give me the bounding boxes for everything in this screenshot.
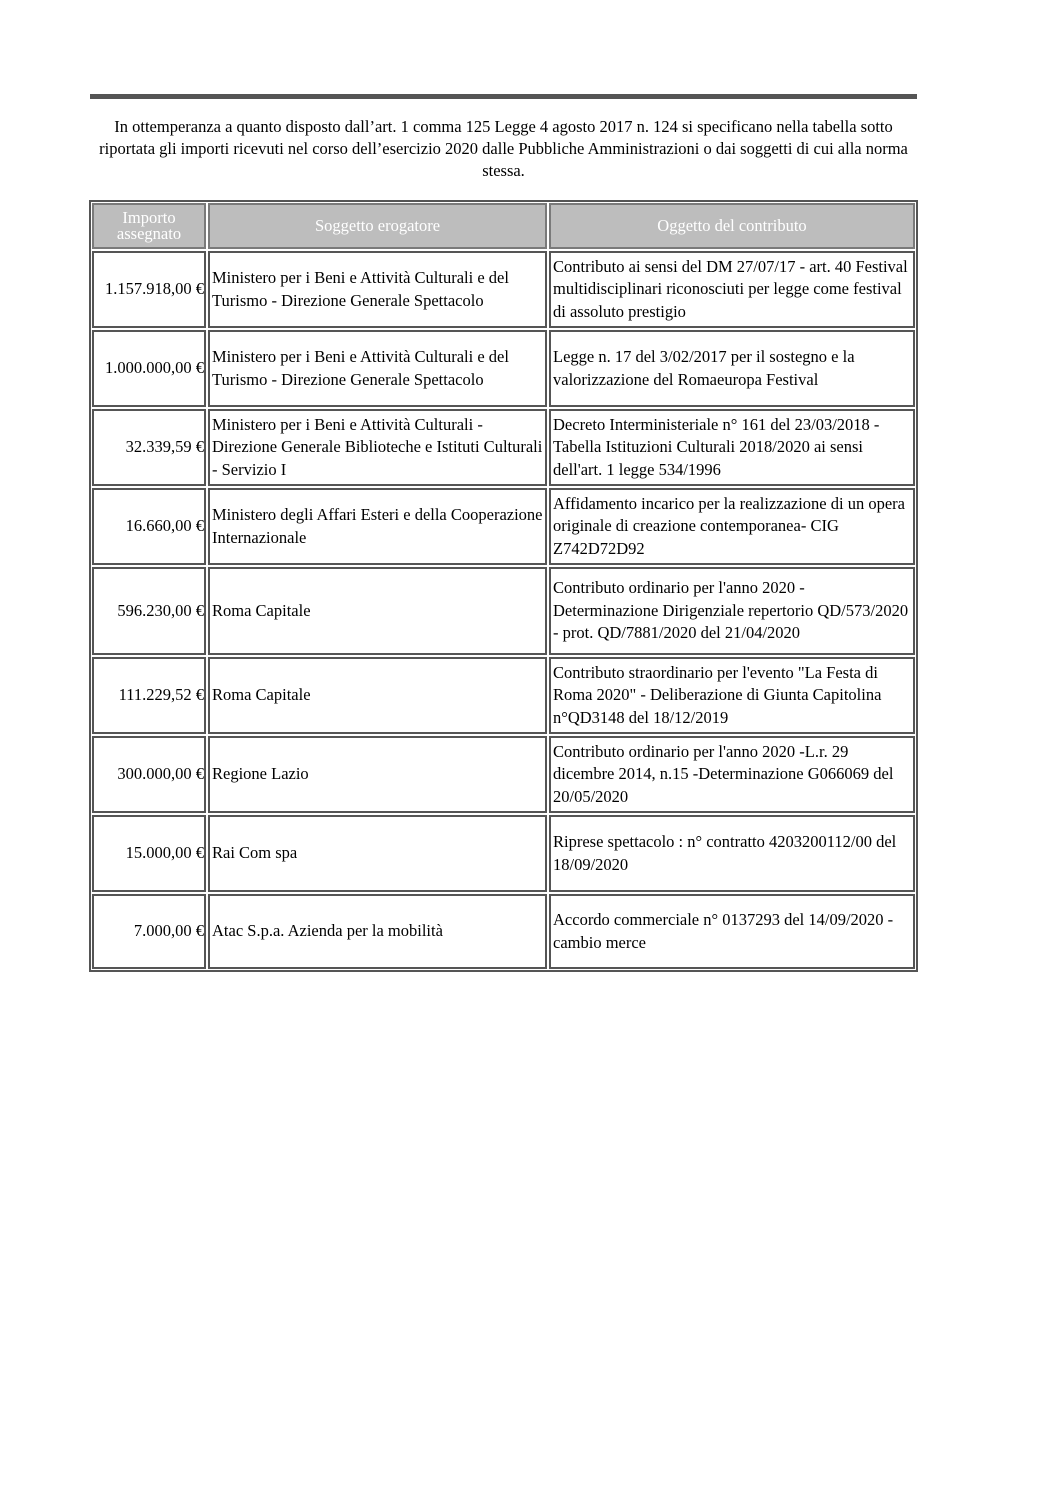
header-amount: Importo assegnato <box>92 203 206 249</box>
contributions-grid <box>91 202 916 970</box>
row-8-purpose: Riprese spettacolo : n° contratto 4203200112/00 del 18/09/2020 <box>549 815 915 892</box>
row-6-entity: Roma Capitale <box>208 657 547 734</box>
row-6-amount: 111.229,52 € <box>92 657 206 734</box>
intro-paragraph: In ottemperanza a quanto disposto dall’art. 1 comma 125 Legge 4 agosto 2017 n. 124 si specificano nella tabella sotto riportata gli importi ricevuti nel corso dell’esercizio 2020 dalle Pubbliche Amministrazioni o dai soggetti di cui alla norma stessa. <box>99 117 908 180</box>
contributions-table <box>89 200 918 972</box>
row-2-entity: Ministero per i Beni e Attività Culturali e del Turismo - Direzione Generale Spettacolo <box>208 330 547 407</box>
row-9-entity: Atac S.p.a. Azienda per la mobilità <box>208 894 547 969</box>
row-9-purpose: Accordo commerciale n° 0137293 del 14/09/2020 -cambio merce <box>549 894 915 969</box>
row-4-purpose: Affidamento incarico per la realizzazione di un opera originale di creazione contemporanea- CIG Z742D72D92 <box>549 488 915 565</box>
row-9-amount: 7.000,00 € <box>92 894 206 969</box>
row-5-purpose: Contributo ordinario per l'anno 2020 - Determinazione Dirigenziale repertorio QD/573/2020 - prot. QD/7881/2020 del 21/04/2020 <box>549 567 915 655</box>
row-6-purpose: Contributo straordinario per l'evento "La Festa di Roma 2020" - Deliberazione di Giunta Capitolina n°QD3148 del 18/12/2019 <box>549 657 915 734</box>
row-7-entity: Regione Lazio <box>208 736 547 813</box>
row-3-purpose: Decreto Interministeriale n° 161 del 23/03/2018 - Tabella Istituzioni Culturali 2018/2020 ai sensi dell'art. 1 legge 534/1996 <box>549 409 915 486</box>
row-4-entity: Ministero degli Affari Esteri e della Cooperazione Internazionale <box>208 488 547 565</box>
row-8-entity: Rai Com spa <box>208 815 547 892</box>
row-5-amount: 596.230,00 € <box>92 567 206 655</box>
row-7-amount: 300.000,00 € <box>92 736 206 813</box>
row-5-entity: Roma Capitale <box>208 567 547 655</box>
header-entity: Soggetto erogatore <box>208 203 547 249</box>
row-2-purpose: Legge n. 17 del 3/02/2017 per il sostegno e la valorizzazione del Romaeuropa Festival <box>549 330 915 407</box>
row-3-amount: 32.339,59 € <box>92 409 206 486</box>
row-3-entity: Ministero per i Beni e Attività Culturali - Direzione Generale Biblioteche e Istituti Culturali - Servizio I <box>208 409 547 486</box>
row-1-purpose: Contributo ai sensi del DM 27/07/17 - art. 40 Festival multidisciplinari riconosciuti per legge come festival di assoluto prestigio <box>549 251 915 328</box>
row-1-amount: 1.157.918,00 € <box>92 251 206 328</box>
row-7-purpose: Contributo ordinario per l'anno 2020 -L.r. 29 dicembre 2014, n.15 -Determinazione G066069 del 20/05/2020 <box>549 736 915 813</box>
row-8-amount: 15.000,00 € <box>92 815 206 892</box>
top-horizontal-rule <box>90 94 917 99</box>
row-1-entity: Ministero per i Beni e Attività Culturali e del Turismo - Direzione Generale Spettacolo <box>208 251 547 328</box>
row-4-amount: 16.660,00 € <box>92 488 206 565</box>
header-purpose: Oggetto del contributo <box>549 203 915 249</box>
row-2-amount: 1.000.000,00 € <box>92 330 206 407</box>
